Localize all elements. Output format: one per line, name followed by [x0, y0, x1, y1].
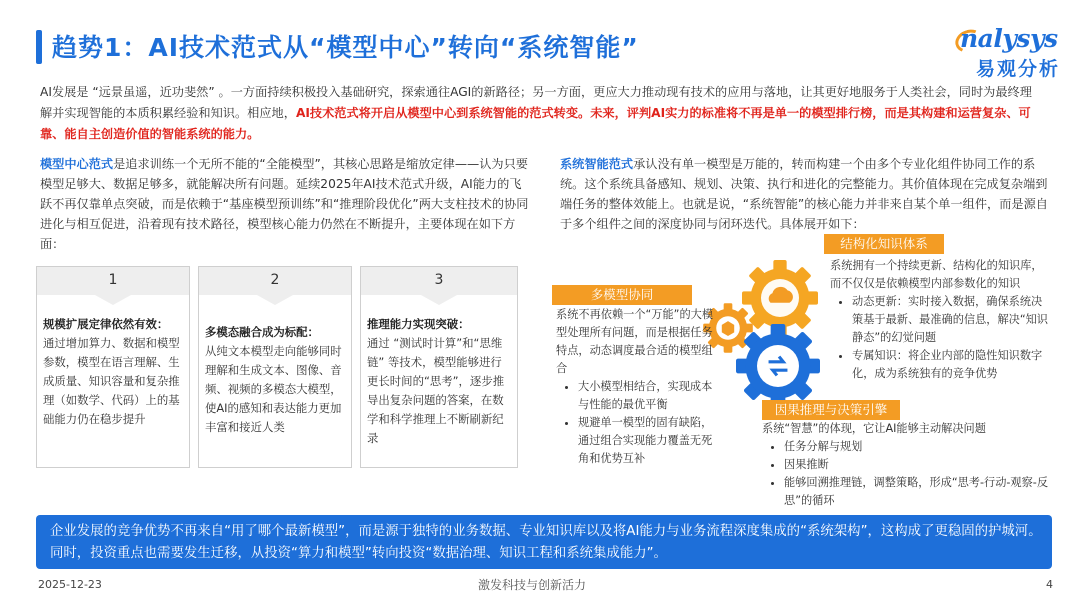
footer-slogan: 激发科技与创新活力 — [478, 578, 587, 592]
intro-text: AI发展是 “远景虽遥，近功斐然” 。一方面持续积极投入基础研究，探索通往AGI的新路径；另一方面，更应大力推动现有技术的应用与落地，让其更好地服务于人类社会，同时为最终理解并实现智能的本质积累经验和知识。相应地， — [40, 85, 1032, 120]
causal-reasoning-block — [762, 420, 1052, 510]
gear-arrows-icon — [736, 324, 820, 408]
list-item: • 任务分解与规划 — [784, 438, 1054, 456]
causal-reasoning-intro: 系统“智慧”的体现，它让AI能够主动解决问题 — [762, 422, 986, 435]
card-text: 通过 “测试时计算”和“思维链” 等技术，模型能够进行更长时间的“思考”，逐步推导出复杂问题的答案，在数学和科学推理上不断刷新纪录 — [367, 336, 505, 445]
page-number: 4 — [1046, 578, 1053, 591]
card-title: 多模态融合成为标配： — [205, 325, 319, 339]
list-item: • 大小模型相结合，实现成本与性能的最优平衡 — [578, 378, 714, 414]
capability-card-3 — [360, 266, 518, 468]
capability-card-2 — [198, 266, 352, 468]
causal-reasoning-list — [762, 438, 1054, 510]
list-item: • 专属知识：将企业内部的隐性知识数字化，成为系统独有的竞争优势 — [852, 347, 1050, 383]
card-content — [367, 315, 511, 448]
knowledge-system-intro: 系统拥有一个持续更新、结构化的知识库，而不仅仅是依赖模型内部参数化的知识 — [830, 259, 1043, 290]
model-centric-text: 是追求训练一个无所不能的“全能模型”，其核心思路是缩放定律——认为只要模型足够大、数据足够多，就能解决所有问题。延续2025年AI技术范式升级，AI能力的飞跃不再仅靠单点突破，而是依赖于“基座模型预训练”和“推理阶段优化”两大支柱技术的协同进化与相互促进，沿着现有技术路径，模型核心能力仍然在不断提升，主要体现在如下方面： — [40, 157, 529, 251]
card-text: 从纯文本模型走向能够同时理解和生成文本、图像、音频、视频的多模态大模型，使AI的感知和表达能力更加丰富和接近人类 — [205, 344, 342, 434]
capability-card-1 — [36, 266, 190, 468]
knowledge-system-list — [830, 293, 1050, 383]
list-item: • 动态更新：实时接入数据，确保系统决策基于最新、最准确的信息，解决“知识静态”的幻觉问题 — [852, 293, 1050, 347]
intro-paragraph — [40, 82, 1040, 145]
logo-english: nalysys — [960, 24, 1058, 53]
list-item: • 能够回溯推理链，调整策略，形成“思考-行动-观察-反思”的循环 — [784, 474, 1054, 510]
model-centric-paragraph — [40, 154, 530, 254]
conclusion-text: 企业发展的竞争优势不再来自“用了哪个最新模型”，而是源于独特的业务数据、专业知识库以及将AI能力与业务流程深度集成的“系统架构”，这构成了更稳固的护城河。同时，投资重点也需要发生迁移，从投资“算力和模型”转向投资“数据治理、知识工程和系统集成能力”。 — [50, 524, 1042, 561]
card-number: 1 — [108, 272, 118, 288]
logo-chinese: 易观分析 — [976, 58, 1061, 80]
card-content — [43, 315, 183, 429]
card-title: 规模扩展定律依然有效： — [43, 317, 169, 331]
page-title: 趋势1：AI技术范式从“模型中心”转向“系统智能” — [52, 33, 639, 62]
system-intelligence-paragraph — [560, 154, 1050, 234]
knowledge-system-block — [830, 257, 1050, 383]
list-item: • 因果推断 — [784, 456, 1054, 474]
intro-highlight: AI技术范式将开启从模型中心到系统智能的范式转变。未来，评判AI实力的标准将不再是单一的模型排行榜，而是其构建和运营复杂、可靠、能自主创造价值的智能系统的能力。 — [40, 106, 1031, 141]
system-intelligence-text: 承认没有单一模型是万能的，转而构建一个由多个专业化组件协同工作的系统。这个系统具备感知、规划、决策、执行和进化的完整能力。其价值体现在完成复杂端到端任务的整体效能上。也就是说，“系统智能”的核心能力并非来自某个单一组件，而是源自于多个组件之间的深度协同与闭环迭代。具体展开如下： — [560, 157, 1048, 231]
card-text: 通过增加算力、数据和模型参数，模型在语言理解、生成质量、知识容量和复杂推理（如数学、代码）上的基础能力仍在稳步提升 — [43, 336, 180, 426]
card-number: 2 — [270, 272, 280, 288]
multi-model-label: 多模型协同 — [552, 285, 692, 305]
model-centric-term: 模型中心范式 — [40, 157, 114, 171]
gears-illustration — [700, 248, 840, 418]
card-content — [205, 323, 345, 437]
footer-date: 2025-12-23 — [38, 578, 102, 591]
title-accent-bar — [36, 30, 42, 64]
knowledge-system-label: 结构化知识体系 — [824, 234, 944, 254]
causal-reasoning-label: 因果推理与决策引擎 — [762, 400, 900, 420]
multi-model-block — [556, 306, 714, 468]
card-title: 推理能力实现突破： — [367, 317, 470, 331]
list-item: • 规避单一模型的固有缺陷，通过组合实现能力覆盖无死角和优势互补 — [578, 414, 714, 468]
multi-model-intro: 系统不再依赖一个“万能”的大模型处理所有问题，而是根据任务特点，动态调度最合适的模型组合 — [556, 308, 714, 375]
card-number: 3 — [434, 272, 444, 288]
system-intelligence-term: 系统智能范式 — [560, 157, 634, 171]
multi-model-list — [556, 378, 714, 468]
